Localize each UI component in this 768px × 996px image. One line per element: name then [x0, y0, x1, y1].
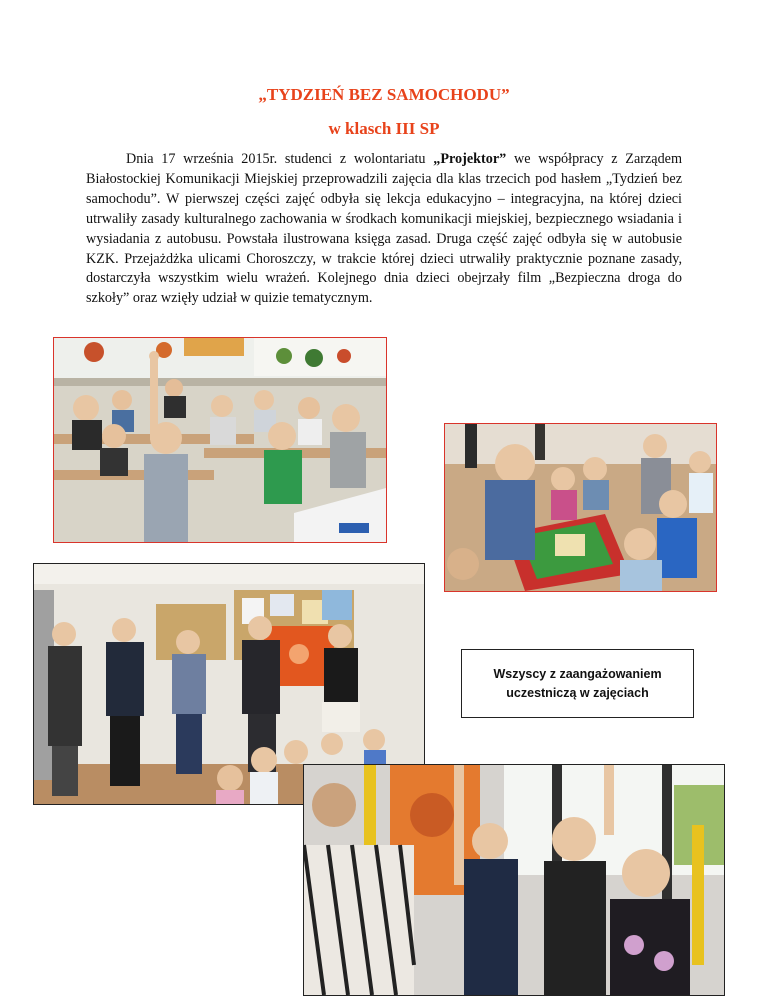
photo-kids-floor-activity: [444, 423, 717, 592]
photo-caption-box: Wszyscy z zaangażowaniem uczestniczą w zajęciach: [461, 649, 694, 718]
classroom-photo-illustration: [54, 338, 386, 542]
paragraph-part1: Dnia 17 września 2015r. studenci z wolontariatu: [126, 151, 434, 167]
article-paragraph: [86, 150, 682, 309]
bus-ride-photo-illustration: [304, 765, 724, 995]
photo-kids-bus-ride: [303, 764, 725, 996]
organization-name: „Projektor”: [433, 151, 507, 167]
photo-classroom-desks: [53, 337, 387, 543]
document-subtitle: w klasch III SP: [328, 119, 440, 138]
floor-activity-photo-illustration: [445, 424, 716, 591]
document-title: „TYDZIEŃ BEZ SAMOCHODU”: [258, 85, 510, 104]
paragraph-part2: we współpracy z Zarządem Białostockiej Komunikacji Miejskiej przeprowadzili zajęcia dla klas trzecich pod hasłem „Tydzień bez samochodu”. W pierwszej części zajęć odbyła się lekcja edukacyjno – integracyjna, na której dzieci utrwaliły zasady kulturalnego zachowania w środkach komunikacji miejskiej, bezpiecznego wsiadania i wysiadania z autobusu. Powstała ilustrowana księga zasad. Druga część zajęć odbyła się w autobusie KZK. Przejażdżka ulicami Choroszczy, w trakcie której dzieci utrwaliły praktycznie poznane zasady, dostarczyła wszystkim wielu wrażeń. Kolejnego dnia dzieci obejrzały film „Bezpieczna droga do szkoły” oraz wzięły udział w quizie tematycznym.: [86, 151, 682, 307]
